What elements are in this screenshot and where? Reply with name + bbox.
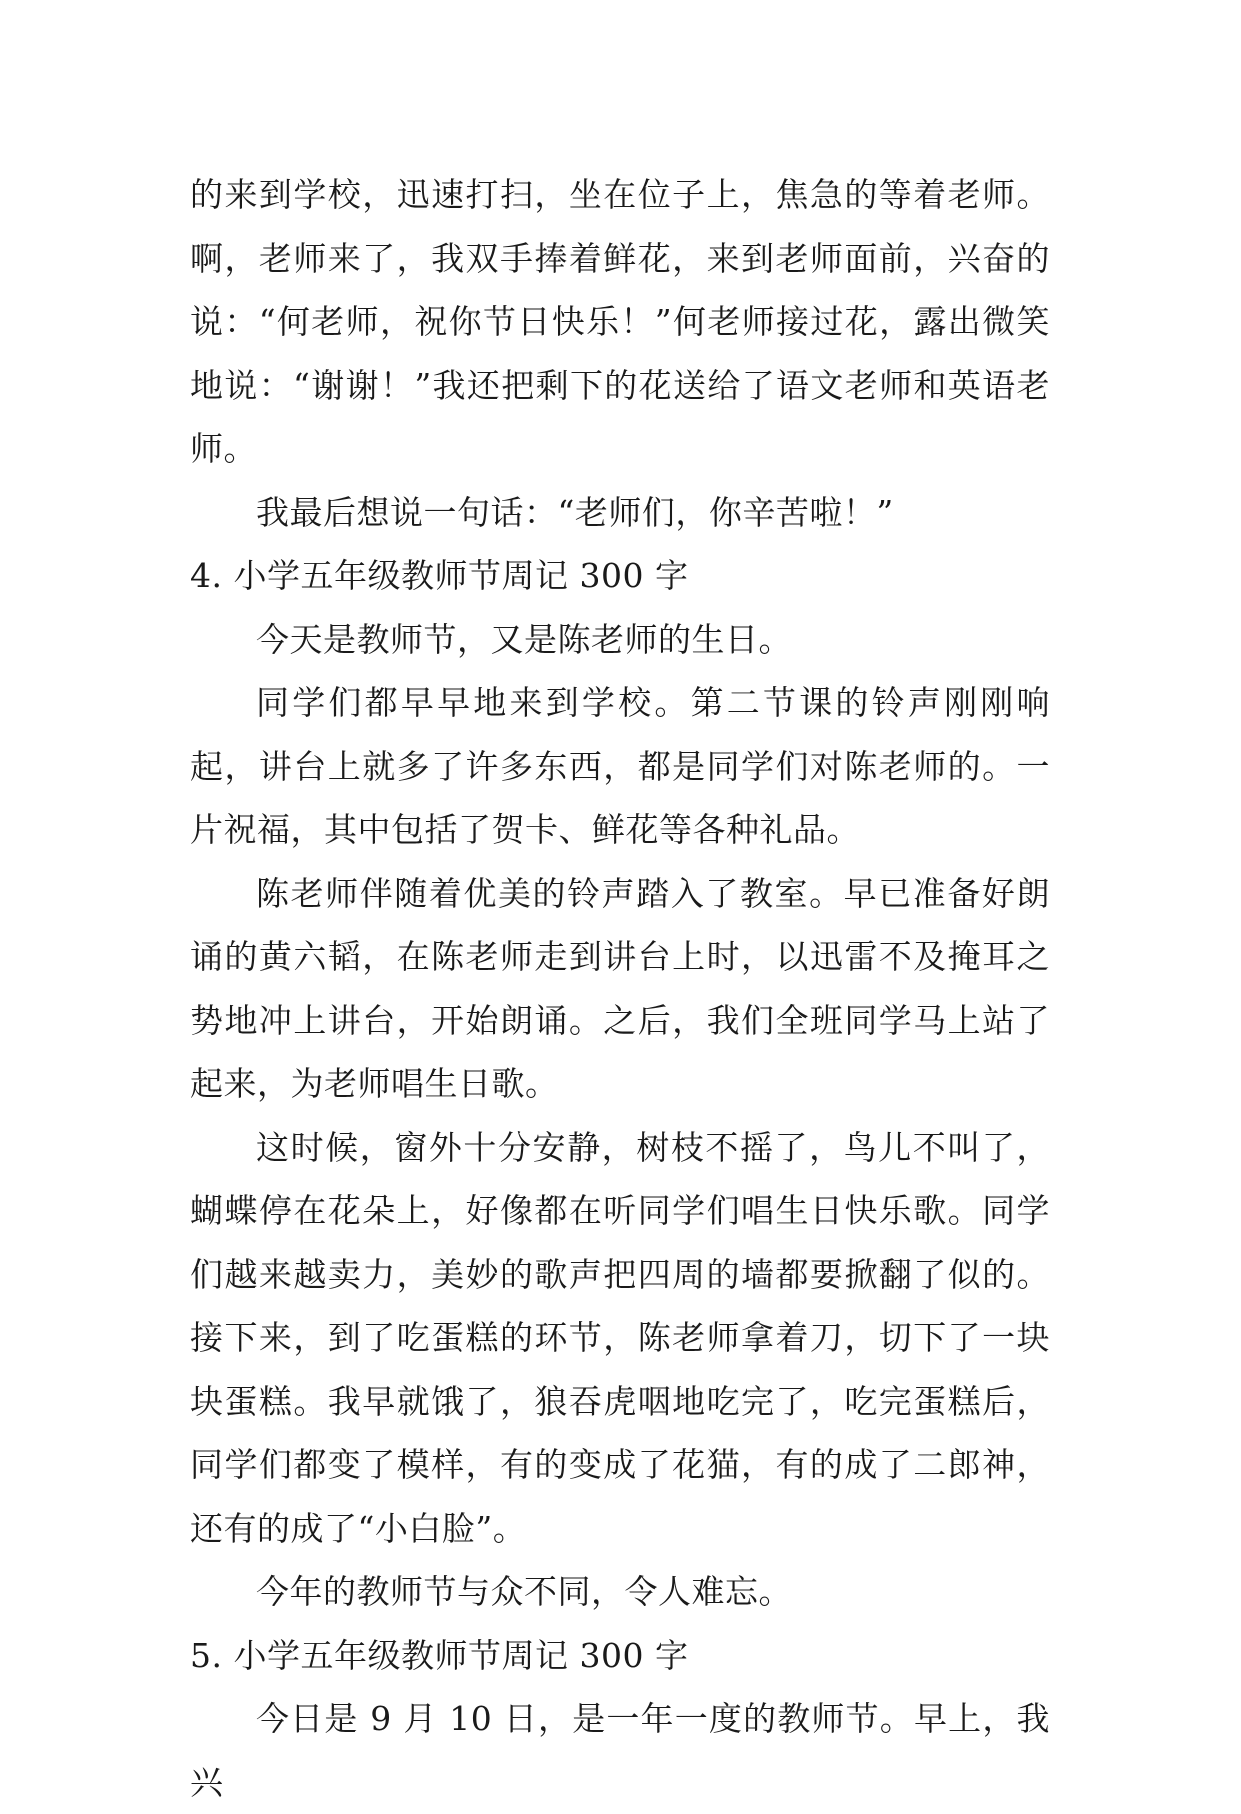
document-body xyxy=(190,163,1050,1814)
paragraph: 我最后想说一句话：“老师们，你辛苦啦！” xyxy=(256,492,894,532)
paragraph: 今天是教师节，又是陈老师的生日。 xyxy=(256,619,792,659)
paragraph: 今日是 9 月 10 日，是一年一度的教师节。早上，我兴 xyxy=(190,1699,1050,1802)
paragraph: 这时候，窗外十分安静，树枝不摇了，鸟儿不叫了，蝴蝶停在花朵上，好像都在听同学们唱生日快乐歌。同学们越来越卖力，美妙的歌声把四周的墙都要掀翻了似的。接下来，到了吃蛋糕的环节，陈老师拿着刀，切下了一块块蛋糕。我早就饿了，狼吞虎咽地吃完了，吃完蛋糕后，同学们都变了模样，有的变成了花猫，有的成了二郎神，还有的成了“小白脸”。 xyxy=(190,1127,1050,1548)
paragraph: 同学们都早早地来到学校。第二节课的铃声刚刚响起，讲台上就多了许多东西，都是同学们对陈老师的。一片祝福，其中包括了贺卡、鲜花等各种礼品。 xyxy=(190,683,1050,849)
section-heading-4: 4. 小学五年级教师节周记 300 字 xyxy=(190,556,689,595)
section-heading-5: 5. 小学五年级教师节周记 300 字 xyxy=(190,1635,689,1675)
paragraph-continued: 的来到学校，迅速打扫，坐在位子上，焦急的等着老师。啊，老师来了，我双手捧着鲜花，来到老师面前，兴奋的说：“何老师，祝你节日快乐！”何老师接过花，露出微笑地说：“谢谢！”我还把剩下的花送给了语文老师和英语老师。 xyxy=(190,175,1050,468)
paragraph: 陈老师伴随着优美的铃声踏入了教室。早已准备好朗诵的黄六韬，在陈老师走到讲台上时，以迅雷不及掩耳之势地冲上讲台，开始朗诵。之后，我们全班同学马上站了起来，为老师唱生日歌。 xyxy=(190,873,1050,1103)
paragraph: 今年的教师节与众不同，令人难忘。 xyxy=(256,1572,792,1611)
